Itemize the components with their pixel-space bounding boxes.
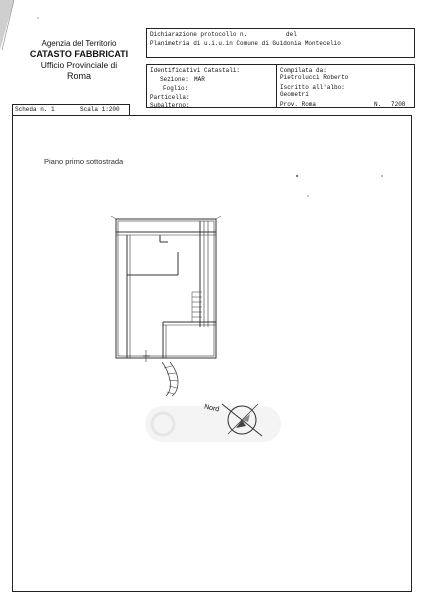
agency-name: Agenzia del Territorio bbox=[41, 39, 117, 48]
n-value: 7208 bbox=[391, 101, 406, 108]
identificativi-title: Identificativi Catastali: bbox=[150, 67, 241, 74]
prov-label: Prov. Roma bbox=[280, 101, 317, 108]
scala-label: Scala 1:200 bbox=[80, 106, 120, 113]
dichiarazione-label: Dichiarazione protocollo n. bbox=[150, 31, 248, 38]
compilata-name: Pietrolucci Roberto bbox=[280, 74, 349, 81]
del-label: del bbox=[286, 31, 297, 38]
floor-plan bbox=[110, 212, 225, 397]
n-label: N. bbox=[374, 101, 382, 108]
subalterno-label: Subalterno: bbox=[150, 102, 190, 109]
iscritto-value: Geometri bbox=[280, 91, 309, 98]
planimetria-text: Planimetria di u.i.u.in Comune di Guidonia Montecelio bbox=[150, 40, 341, 47]
iscritto-label: Iscritto all'albo: bbox=[280, 84, 345, 91]
foglio-label: Foglio: bbox=[163, 85, 189, 92]
sezione-label: Sezione: bbox=[160, 76, 189, 83]
identificativi-divider bbox=[276, 64, 277, 108]
compilata-label: Compilata da: bbox=[280, 67, 327, 74]
north-label: Nord bbox=[203, 403, 220, 414]
agency-block bbox=[20, 38, 138, 82]
catasto-title: CATASTO FABBRICATI bbox=[29, 49, 129, 59]
plan-title: Piano primo sottostrada bbox=[44, 157, 124, 166]
sezione-value: MAR bbox=[194, 76, 205, 83]
particella-label: Particella: bbox=[150, 94, 190, 101]
ufficio-label: Ufficio Provinciale di bbox=[40, 60, 118, 70]
scheda-label: Scheda n. 1 bbox=[15, 106, 55, 113]
city-label: Roma bbox=[66, 71, 91, 81]
